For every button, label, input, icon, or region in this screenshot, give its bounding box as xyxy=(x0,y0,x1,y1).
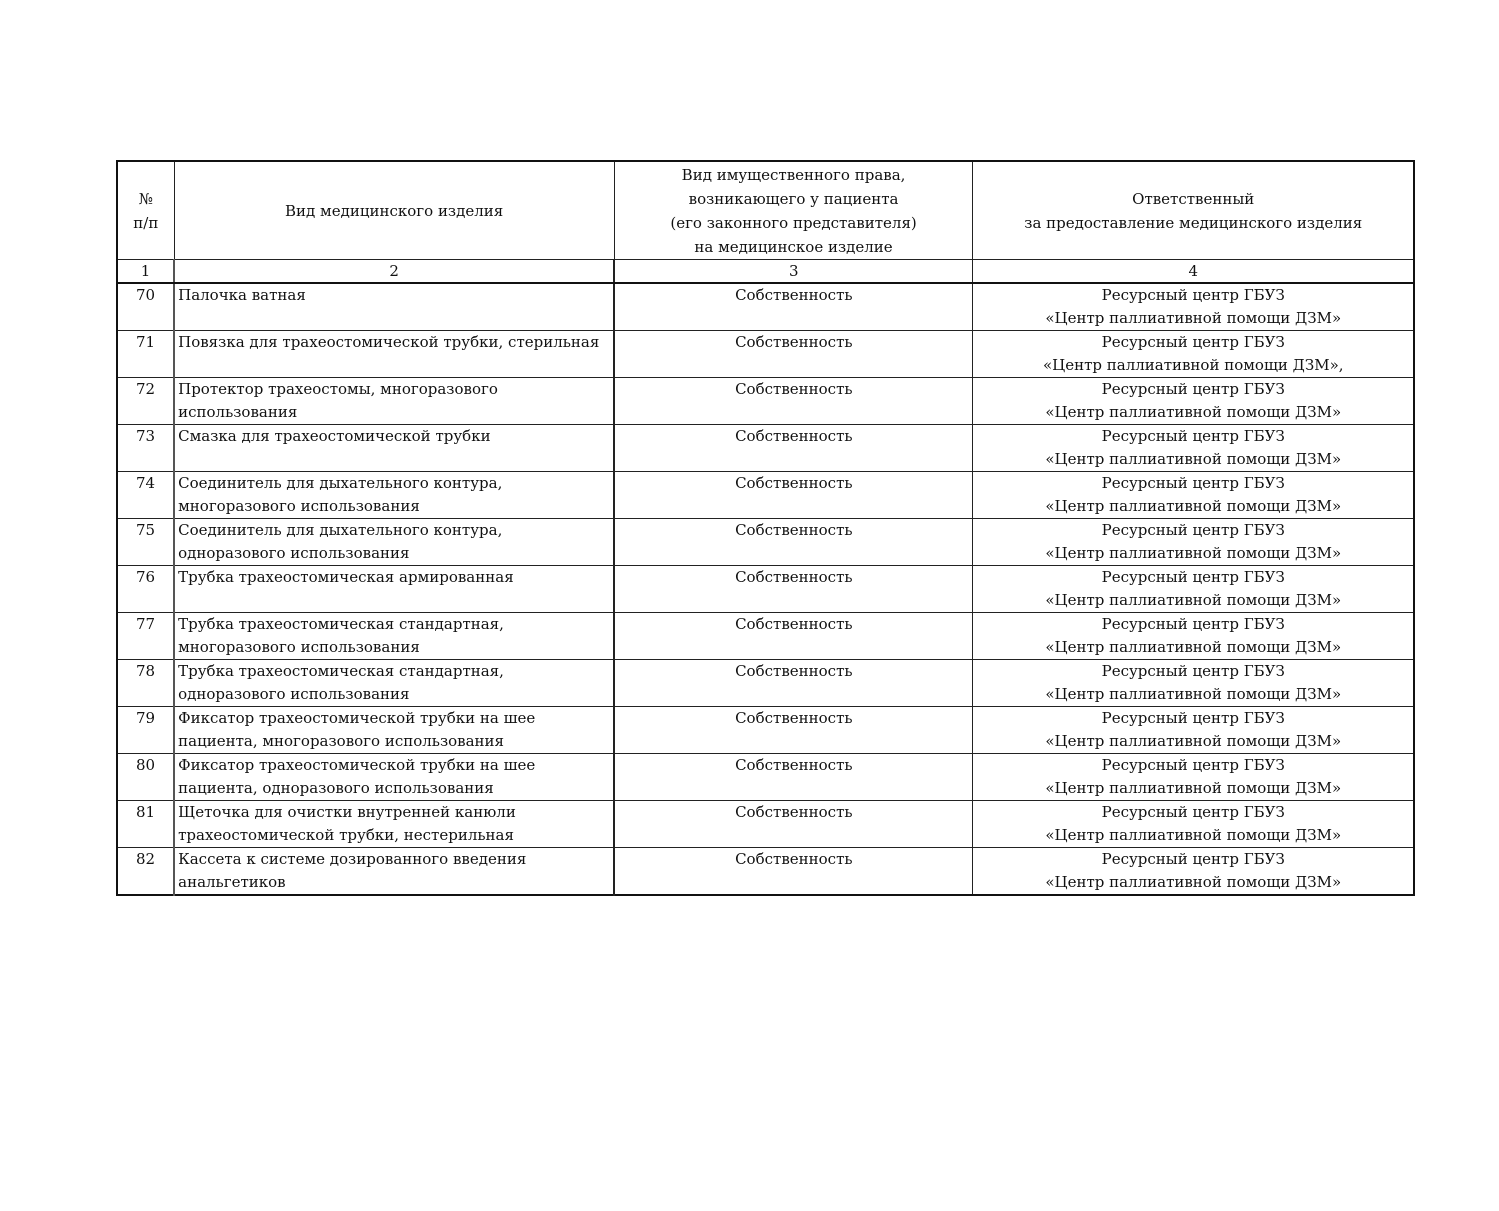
responsible-line: «Центр паллиативной помощи ДЗМ» xyxy=(1045,591,1342,609)
responsible-org xyxy=(973,848,1414,896)
header-line: за предоставление медицинского изделия xyxy=(1024,213,1363,232)
table-row xyxy=(117,283,1414,331)
table-row xyxy=(117,848,1414,896)
column-number: 4 xyxy=(973,260,1414,284)
responsible-line: «Центр паллиативной помощи ДЗМ» xyxy=(1045,638,1342,656)
responsible-line: Ресурсный центр ГБУЗ xyxy=(1101,521,1285,539)
row-number: 71 xyxy=(117,331,174,378)
column-number-row xyxy=(117,260,1414,284)
table-row xyxy=(117,519,1414,566)
row-number: 79 xyxy=(117,707,174,754)
property-right: Собственность xyxy=(614,472,973,519)
responsible-line: «Центр паллиативной помощи ДЗМ» xyxy=(1045,873,1342,891)
responsible-org xyxy=(973,331,1414,378)
device-name: Фиксатор трахеостомической трубки на шее пациента, многоразового использования xyxy=(174,707,614,754)
device-name: Соединитель для дыхательного контура, многоразового использования xyxy=(174,472,614,519)
table-row xyxy=(117,331,1414,378)
row-number: 74 xyxy=(117,472,174,519)
column-number: 2 xyxy=(174,260,614,284)
header-line: на медицинское изделие xyxy=(694,237,893,256)
property-right: Собственность xyxy=(614,566,973,613)
responsible-org xyxy=(973,566,1414,613)
property-right: Собственность xyxy=(614,331,973,378)
responsible-line: Ресурсный центр ГБУЗ xyxy=(1101,568,1285,586)
responsible-line: «Центр паллиативной помощи ДЗМ» xyxy=(1045,685,1342,703)
device-name: Соединитель для дыхательного контура, одноразового использования xyxy=(174,519,614,566)
table-row xyxy=(117,378,1414,425)
device-name: Трубка трахеостомическая стандартная, многоразового использования xyxy=(174,613,614,660)
device-name: Фиксатор трахеостомической трубки на шее пациента, одноразового использования xyxy=(174,754,614,801)
property-right: Собственность xyxy=(614,425,973,472)
row-number: 72 xyxy=(117,378,174,425)
header-line: Вид имущественного права, xyxy=(681,165,906,184)
header-line: возникающего у пациента xyxy=(688,189,899,208)
device-name: Протектор трахеостомы, многоразового использования xyxy=(174,378,614,425)
responsible-org xyxy=(973,754,1414,801)
responsible-line: Ресурсный центр ГБУЗ xyxy=(1101,474,1285,492)
responsible-line: «Центр паллиативной помощи ДЗМ» xyxy=(1045,826,1342,844)
header-row xyxy=(117,161,1414,260)
responsible-org xyxy=(973,707,1414,754)
responsible-line: «Центр паллиативной помощи ДЗМ», xyxy=(1042,356,1344,374)
header-number xyxy=(117,161,174,260)
device-name: Щеточка для очистки внутренней канюли трахеостомической трубки, нестерильная xyxy=(174,801,614,848)
header-number-line: № xyxy=(138,189,153,208)
responsible-line: Ресурсный центр ГБУЗ xyxy=(1101,380,1285,398)
responsible-line: «Центр паллиативной помощи ДЗМ» xyxy=(1045,403,1342,421)
header-device-type: Вид медицинского изделия xyxy=(174,161,614,260)
responsible-line: Ресурсный центр ГБУЗ xyxy=(1101,333,1285,351)
table-row xyxy=(117,707,1414,754)
table-row xyxy=(117,801,1414,848)
responsible-line: «Центр паллиативной помощи ДЗМ» xyxy=(1045,779,1342,797)
responsible-line: Ресурсный центр ГБУЗ xyxy=(1101,803,1285,821)
property-right: Собственность xyxy=(614,848,973,896)
device-name: Трубка трахеостомическая стандартная, одноразового использования xyxy=(174,660,614,707)
header-property-right xyxy=(614,161,973,260)
property-right: Собственность xyxy=(614,613,973,660)
property-right: Собственность xyxy=(614,283,973,331)
property-right: Собственность xyxy=(614,801,973,848)
responsible-line: «Центр паллиативной помощи ДЗМ» xyxy=(1045,497,1342,515)
row-number: 77 xyxy=(117,613,174,660)
device-name: Смазка для трахеостомической трубки xyxy=(174,425,614,472)
table-body xyxy=(117,283,1414,895)
table-row xyxy=(117,754,1414,801)
column-number: 1 xyxy=(117,260,174,284)
responsible-org xyxy=(973,801,1414,848)
row-number: 76 xyxy=(117,566,174,613)
responsible-line: Ресурсный центр ГБУЗ xyxy=(1101,286,1285,304)
responsible-line: Ресурсный центр ГБУЗ xyxy=(1101,662,1285,680)
row-number: 78 xyxy=(117,660,174,707)
property-right: Собственность xyxy=(614,707,973,754)
responsible-org xyxy=(973,378,1414,425)
responsible-line: «Центр паллиативной помощи ДЗМ» xyxy=(1045,544,1342,562)
property-right: Собственность xyxy=(614,754,973,801)
row-number: 75 xyxy=(117,519,174,566)
responsible-line: Ресурсный центр ГБУЗ xyxy=(1101,756,1285,774)
property-right: Собственность xyxy=(614,378,973,425)
table-row xyxy=(117,425,1414,472)
table-row xyxy=(117,472,1414,519)
column-number: 3 xyxy=(614,260,973,284)
row-number: 80 xyxy=(117,754,174,801)
row-number: 73 xyxy=(117,425,174,472)
responsible-line: Ресурсный центр ГБУЗ xyxy=(1101,427,1285,445)
property-right: Собственность xyxy=(614,660,973,707)
responsible-line: «Центр паллиативной помощи ДЗМ» xyxy=(1045,732,1342,750)
responsible-line: «Центр паллиативной помощи ДЗМ» xyxy=(1045,309,1342,327)
responsible-org xyxy=(973,283,1414,331)
header-line: Ответственный xyxy=(1132,189,1255,208)
responsible-org xyxy=(973,660,1414,707)
device-name: Повязка для трахеостомической трубки, стерильная xyxy=(174,331,614,378)
responsible-org xyxy=(973,613,1414,660)
header-responsible xyxy=(973,161,1414,260)
responsible-line: Ресурсный центр ГБУЗ xyxy=(1101,850,1285,868)
responsible-line: Ресурсный центр ГБУЗ xyxy=(1101,615,1285,633)
device-name: Трубка трахеостомическая армированная xyxy=(174,566,614,613)
responsible-line: «Центр паллиативной помощи ДЗМ» xyxy=(1045,450,1342,468)
table-row xyxy=(117,660,1414,707)
responsible-org xyxy=(973,519,1414,566)
property-right: Собственность xyxy=(614,519,973,566)
header-line: (его законного представителя) xyxy=(670,213,917,232)
header-number-line: п/п xyxy=(133,213,159,232)
row-number: 82 xyxy=(117,848,174,896)
medical-devices-table xyxy=(116,160,1415,896)
device-name: Палочка ватная xyxy=(174,283,614,331)
table-row xyxy=(117,566,1414,613)
row-number: 81 xyxy=(117,801,174,848)
table-row xyxy=(117,613,1414,660)
row-number: 70 xyxy=(117,283,174,331)
responsible-org xyxy=(973,472,1414,519)
device-name: Кассета к системе дозированного введения анальгетиков xyxy=(174,848,614,896)
responsible-org xyxy=(973,425,1414,472)
responsible-line: Ресурсный центр ГБУЗ xyxy=(1101,709,1285,727)
